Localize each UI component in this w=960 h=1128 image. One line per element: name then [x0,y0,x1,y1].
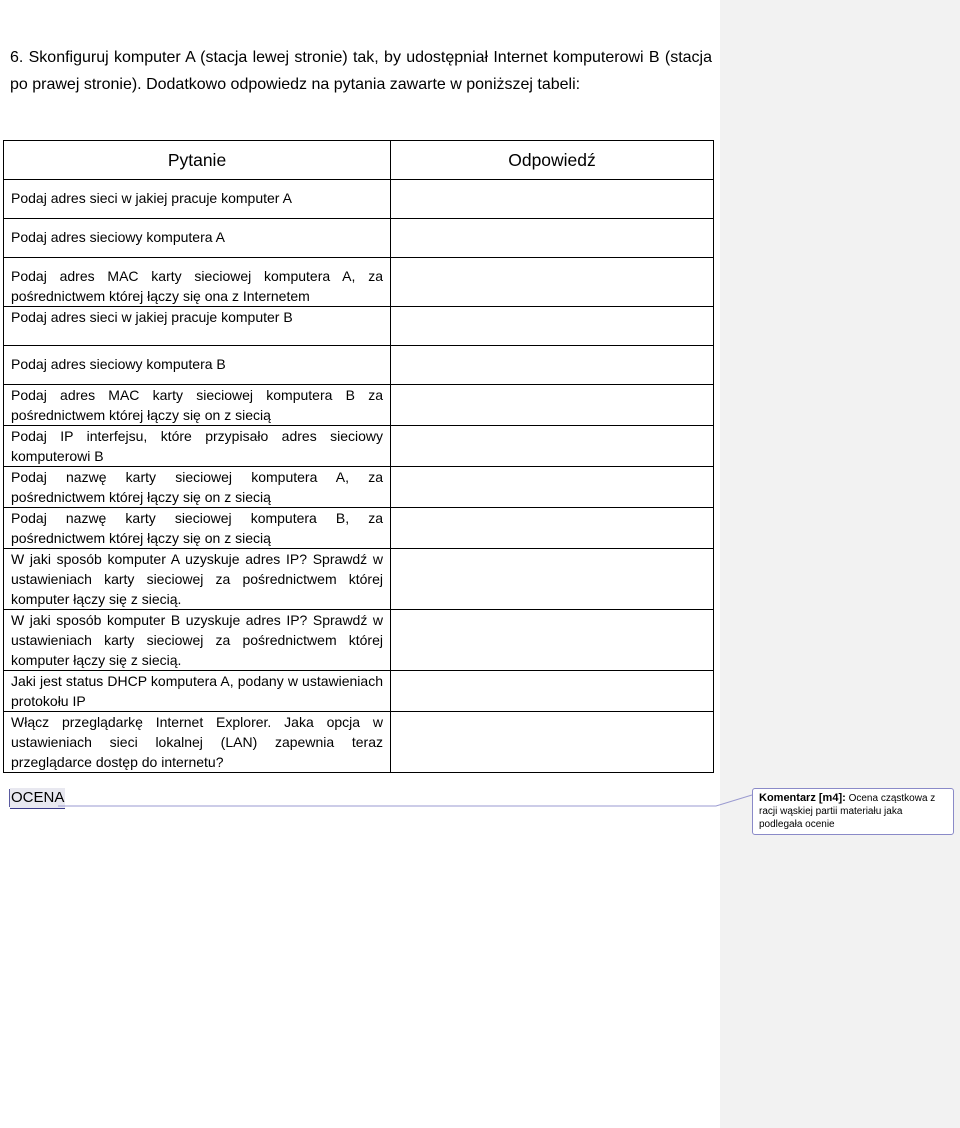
table-row [4,671,714,712]
question-cell: Podaj adres MAC karty sieciowej komputera B za pośrednictwem której łączy się on z siecią [4,385,391,426]
comment-balloon[interactable] [752,788,954,835]
table-row [4,346,714,385]
question-cell: W jaki sposób komputer B uzyskuje adres IP? Sprawdź w ustawieniach karty sieciowej za pośrednictwem której komputer łączy się z siecią. [4,610,391,671]
column-header-question: Pytanie [4,141,391,180]
question-cell: Podaj adres sieci w jakiej pracuje komputer A [4,180,391,219]
answer-cell[interactable] [391,549,714,610]
table-row [4,610,714,671]
answer-cell[interactable] [391,508,714,549]
questions-table [3,140,714,773]
table-row [4,307,714,346]
exercise-heading: 6. Skonfiguruj komputer A (stacja lewej stronie) tak, by udostępniał Internet komputerowi B (stacja po prawej stronie). Dodatkowo odpowiedz na pytania zawarte w poniższej tabeli: [10,49,712,93]
table-row [4,549,714,610]
question-cell: Podaj IP interfejsu, które przypisało adres sieciowy komputerowi B [4,426,391,467]
comment-text: Ocena cząstkowa z racji wąskiej partii materiału jaka podlegała ocenie [759,793,936,830]
answer-cell[interactable] [391,712,714,773]
question-cell: W jaki sposób komputer A uzyskuje adres IP? Sprawdź w ustawieniach karty sieciowej za pośrednictwem której komputer łączy się z siecią. [4,549,391,610]
question-cell: Podaj nazwę karty sieciowej komputera B, za pośrednictwem której łączy się on z siecią [4,508,391,549]
answer-cell[interactable] [391,346,714,385]
answer-cell[interactable] [391,258,714,307]
answer-cell[interactable] [391,219,714,258]
table-row [4,258,714,307]
question-cell: Podaj adres sieciowy komputera A [4,219,391,258]
question-cell: Włącz przeglądarkę Internet Explorer. Jaka opcja w ustawieniach sieci lokalnej (LAN) zapewnia teraz przeglądarce dostęp do internetu? [4,712,391,773]
table-header-row [4,141,714,180]
column-header-answer: Odpowiedź [391,141,714,180]
table-row [4,426,714,467]
answer-cell[interactable] [391,307,714,346]
table-row [4,219,714,258]
answer-cell[interactable] [391,180,714,219]
ocena-label[interactable]: OCENA [10,788,65,809]
table-row [4,385,714,426]
comment-title: Komentarz [m4]: [759,792,846,804]
question-cell: Podaj nazwę karty sieciowej komputera A, za pośrednictwem której łączy się on z siecią [4,467,391,508]
table-row [4,508,714,549]
question-cell: Podaj adres sieciowy komputera B [4,346,391,385]
question-cell: Podaj adres sieci w jakiej pracuje komputer B [4,307,391,346]
table-row [4,712,714,773]
answer-cell[interactable] [391,385,714,426]
comment-margin-pane [720,0,960,1128]
answer-cell[interactable] [391,610,714,671]
question-cell: Podaj adres MAC karty sieciowej komputera A, za pośrednictwem której łączy się ona z Internetem [4,258,391,307]
answer-cell[interactable] [391,467,714,508]
question-cell: Jaki jest status DHCP komputera A, podany w ustawieniach protokołu IP [4,671,391,712]
answer-cell[interactable] [391,671,714,712]
table-row [4,467,714,508]
table-row [4,180,714,219]
answer-cell[interactable] [391,426,714,467]
